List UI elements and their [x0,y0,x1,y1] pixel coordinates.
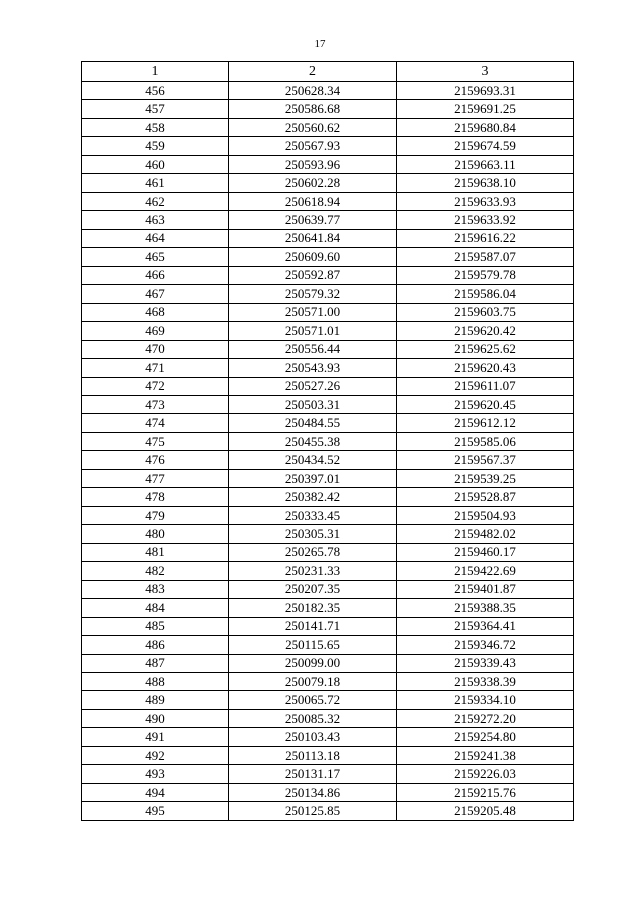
table-row [82,137,574,155]
table-cell-col-3: 2159334.10 [397,691,574,709]
table-cell-col-3: 2159691.25 [397,100,574,118]
table-row [82,617,574,635]
table-cell-col-3: 2159205.48 [397,802,574,820]
header-row [82,62,574,82]
table-cell-col-3: 2159616.22 [397,229,574,247]
table-cell-col-3: 2159339.43 [397,654,574,672]
table-cell-col-2: 250641.84 [229,229,397,247]
table-cell-col-2: 250103.43 [229,728,397,746]
table-cell-col-2: 250382.42 [229,488,397,506]
table-cell-col-1: 482 [82,562,229,580]
table-cell-col-1: 463 [82,211,229,229]
table-row [82,469,574,487]
table-cell-col-3: 2159674.59 [397,137,574,155]
table-row [82,783,574,801]
table-cell-col-2: 250115.65 [229,636,397,654]
table-cell-col-3: 2159460.17 [397,543,574,561]
table-cell-col-1: 470 [82,340,229,358]
table-row [82,377,574,395]
table-cell-col-1: 468 [82,303,229,321]
table-cell-col-3: 2159272.20 [397,709,574,727]
table-cell-col-3: 2159579.78 [397,266,574,284]
table-body [82,82,574,821]
table-cell-col-2: 250265.78 [229,543,397,561]
table-row [82,340,574,358]
table-cell-col-1: 477 [82,469,229,487]
header-cell-col-2: 2 [229,62,397,82]
table-cell-col-2: 250085.32 [229,709,397,727]
table-cell-col-2: 250593.96 [229,155,397,173]
table-row [82,525,574,543]
table-cell-col-2: 250125.85 [229,802,397,820]
table-cell-col-2: 250556.44 [229,340,397,358]
table-row [82,543,574,561]
table-cell-col-2: 250543.93 [229,359,397,377]
table-cell-col-3: 2159620.45 [397,395,574,413]
table-cell-col-1: 472 [82,377,229,395]
header-cell-col-1: 1 [82,62,229,82]
table-cell-col-2: 250182.35 [229,599,397,617]
table-cell-col-2: 250560.62 [229,118,397,136]
table-cell-col-2: 250099.00 [229,654,397,672]
table-cell-col-3: 2159693.31 [397,82,574,100]
table-row [82,580,574,598]
table-row [82,266,574,284]
table-row [82,654,574,672]
table-cell-col-1: 471 [82,359,229,377]
coordinates-table [81,61,574,821]
table-cell-col-1: 494 [82,783,229,801]
table-cell-col-2: 250527.26 [229,377,397,395]
table-row [82,746,574,764]
table-cell-col-2: 250609.60 [229,248,397,266]
table-cell-col-2: 250134.86 [229,783,397,801]
table-cell-col-2: 250305.31 [229,525,397,543]
table-cell-col-1: 474 [82,414,229,432]
table-cell-col-3: 2159611.07 [397,377,574,395]
table-row [82,303,574,321]
table-cell-col-3: 2159241.38 [397,746,574,764]
table-cell-col-2: 250207.35 [229,580,397,598]
table-row [82,673,574,691]
table-cell-col-2: 250455.38 [229,432,397,450]
table-cell-col-1: 483 [82,580,229,598]
table-cell-col-1: 460 [82,155,229,173]
table-cell-col-2: 250592.87 [229,266,397,284]
table-cell-col-1: 489 [82,691,229,709]
table-cell-col-1: 459 [82,137,229,155]
table-cell-col-2: 250628.34 [229,82,397,100]
table-row [82,599,574,617]
table-cell-col-3: 2159528.87 [397,488,574,506]
table-cell-col-1: 465 [82,248,229,266]
table-cell-col-3: 2159338.39 [397,673,574,691]
table-cell-col-1: 490 [82,709,229,727]
table-row [82,506,574,524]
table-cell-col-3: 2159226.03 [397,765,574,783]
table-row [82,728,574,746]
table-cell-col-2: 250397.01 [229,469,397,487]
table-cell-col-2: 250567.93 [229,137,397,155]
table-row [82,155,574,173]
table-cell-col-3: 2159586.04 [397,285,574,303]
table-cell-col-1: 458 [82,118,229,136]
table-row [82,765,574,783]
table-cell-col-1: 476 [82,451,229,469]
table-cell-col-1: 464 [82,229,229,247]
table-cell-col-3: 2159585.06 [397,432,574,450]
table-cell-col-1: 469 [82,322,229,340]
table-cell-col-2: 250113.18 [229,746,397,764]
table-cell-col-3: 2159587.07 [397,248,574,266]
table-cell-col-2: 250571.01 [229,322,397,340]
table-cell-col-3: 2159633.92 [397,211,574,229]
header-cell-col-3: 3 [397,62,574,82]
table-cell-col-1: 456 [82,82,229,100]
table-cell-col-1: 462 [82,192,229,210]
table-cell-col-1: 487 [82,654,229,672]
table-cell-col-2: 250079.18 [229,673,397,691]
table-row [82,488,574,506]
table-row [82,100,574,118]
table-cell-col-1: 493 [82,765,229,783]
table-cell-col-1: 480 [82,525,229,543]
table-cell-col-3: 2159401.87 [397,580,574,598]
table-cell-col-1: 479 [82,506,229,524]
table-cell-col-1: 485 [82,617,229,635]
table-row [82,211,574,229]
table-cell-col-3: 2159612.12 [397,414,574,432]
table-cell-col-3: 2159539.25 [397,469,574,487]
table-row [82,248,574,266]
table-row [82,285,574,303]
table-row [82,322,574,340]
table-cell-col-1: 457 [82,100,229,118]
table-row [82,174,574,192]
table-cell-col-1: 486 [82,636,229,654]
table-cell-col-3: 2159625.62 [397,340,574,358]
table-cell-col-1: 478 [82,488,229,506]
table-cell-col-2: 250618.94 [229,192,397,210]
table-cell-col-3: 2159422.69 [397,562,574,580]
table-cell-col-3: 2159633.93 [397,192,574,210]
table-cell-col-3: 2159388.35 [397,599,574,617]
table-row [82,451,574,469]
table-cell-col-3: 2159603.75 [397,303,574,321]
table-cell-col-3: 2159254.80 [397,728,574,746]
table-cell-col-1: 467 [82,285,229,303]
table-cell-col-1: 461 [82,174,229,192]
table-cell-col-2: 250571.00 [229,303,397,321]
table-cell-col-2: 250484.55 [229,414,397,432]
table-row [82,359,574,377]
table-cell-col-2: 250131.17 [229,765,397,783]
table-cell-col-1: 481 [82,543,229,561]
table-cell-col-3: 2159663.11 [397,155,574,173]
table-cell-col-3: 2159620.43 [397,359,574,377]
table-row [82,636,574,654]
table-cell-col-1: 484 [82,599,229,617]
table-cell-col-3: 2159638.10 [397,174,574,192]
table-row [82,82,574,100]
table-cell-col-2: 250434.52 [229,451,397,469]
table-cell-col-2: 250231.33 [229,562,397,580]
table-row [82,192,574,210]
table-row [82,709,574,727]
table-cell-col-3: 2159346.72 [397,636,574,654]
table-cell-col-2: 250065.72 [229,691,397,709]
table-cell-col-2: 250333.45 [229,506,397,524]
table-cell-col-1: 466 [82,266,229,284]
table-cell-col-1: 488 [82,673,229,691]
page-number: 17 [314,38,326,50]
table-row [82,118,574,136]
table-cell-col-2: 250602.28 [229,174,397,192]
table-cell-col-3: 2159364.41 [397,617,574,635]
table-cell-col-2: 250503.31 [229,395,397,413]
table-row [82,691,574,709]
table-cell-col-2: 250579.32 [229,285,397,303]
table-header [82,62,574,82]
table-cell-col-1: 492 [82,746,229,764]
table-row [82,802,574,820]
table-row [82,414,574,432]
table-row [82,432,574,450]
table-cell-col-1: 491 [82,728,229,746]
table-cell-col-3: 2159482.02 [397,525,574,543]
table-cell-col-3: 2159504.93 [397,506,574,524]
table-cell-col-3: 2159567.37 [397,451,574,469]
table-cell-col-1: 475 [82,432,229,450]
table-row [82,562,574,580]
table-cell-col-2: 250141.71 [229,617,397,635]
table-row [82,395,574,413]
table-row [82,229,574,247]
table-cell-col-1: 473 [82,395,229,413]
table-cell-col-3: 2159680.84 [397,118,574,136]
table-cell-col-2: 250639.77 [229,211,397,229]
table-cell-col-1: 495 [82,802,229,820]
table-cell-col-3: 2159215.76 [397,783,574,801]
table-cell-col-3: 2159620.42 [397,322,574,340]
table-cell-col-2: 250586.68 [229,100,397,118]
